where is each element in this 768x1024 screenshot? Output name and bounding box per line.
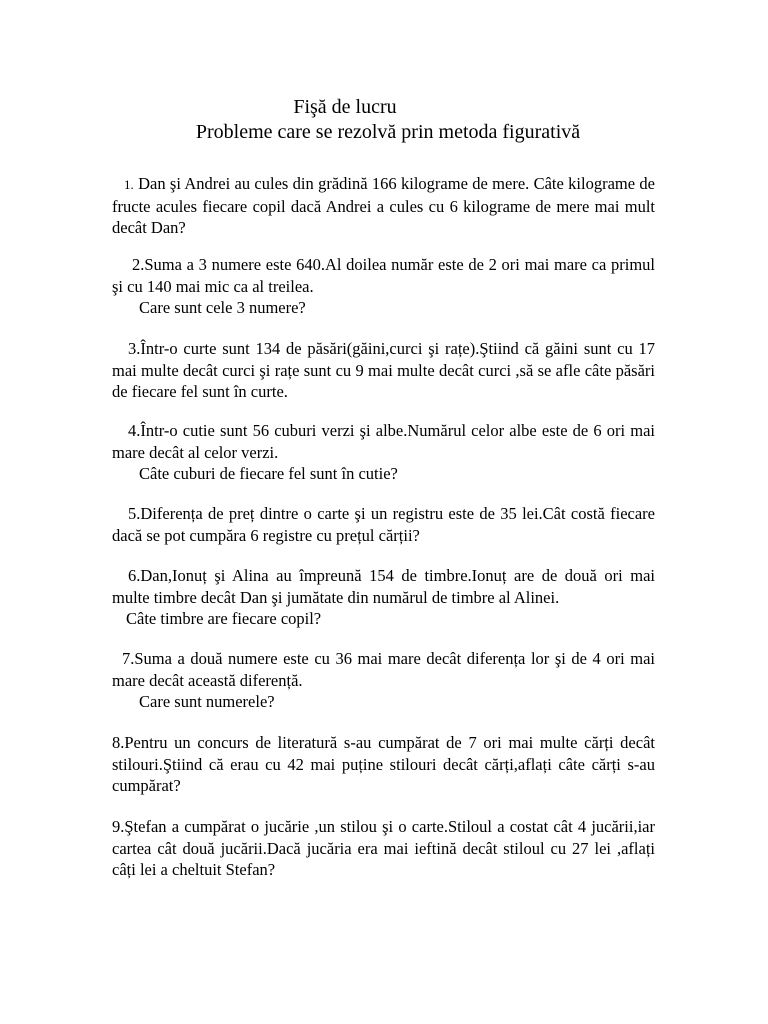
problem-text: Dan şi Andrei au cules din grădină 166 kilograme de mere. Câte kilograme de fructe acules fiecare copil dacă Andrei a cules cu 6 kilograme de mere mai mult decât Dan? <box>112 174 655 237</box>
problem-question: Care sunt cele 3 numere? <box>139 298 306 317</box>
problem-text: 6.Dan,Ionuț şi Alina au împreună 154 de timbre.Ionuț are de două ori mai multe timbre decât Dan şi jumătate din numărul de timbre al Alinei. <box>112 566 655 607</box>
problem-text: 4.Într-o cutie sunt 56 cuburi verzi şi albe.Numărul celor albe este de 6 ori mai mare decât al celor verzi. <box>112 421 655 462</box>
problem-7 <box>112 648 655 713</box>
problem-4 <box>112 420 655 485</box>
problem-text: 8.Pentru un concurs de literatură s-au cumpărat de 7 ori mai multe cărți decât stilouri.Ştiind că erau cu 42 mai puține stilouri decât cărți,aflați câte cărți s-au cumpărat? <box>112 733 655 795</box>
problem-6 <box>112 565 655 630</box>
problem-question: Câte cuburi de fiecare fel sunt în cutie? <box>139 464 398 483</box>
problem-text: 2.Suma a 3 numere este 640.Al doilea număr este de 2 ori mai mare ca primul şi cu 140 mai mic ca al treilea. <box>112 255 655 296</box>
problem-9 <box>112 816 655 881</box>
problem-number: 1. <box>124 177 134 192</box>
problem-text: 3.Într-o curte sunt 134 de păsări(găini,curci şi rațe).Ştiind că găini sunt cu 17 mai multe decât curci şi rațe sunt cu 9 mai multe decât curci ,să se afle câte păsări de fiecare fel sunt în curte. <box>112 339 655 401</box>
problem-2 <box>112 254 655 319</box>
problem-text: 7.Suma a două numere este cu 36 mai mare decât diferența lor şi de 4 ori mai mare decât această diferență. <box>112 649 655 690</box>
problem-text: 9.Ştefan a cumpărat o jucărie ,un stilou şi o carte.Stiloul a costat cât 4 jucării,iar cartea cât două jucării.Dacă jucăria era mai ieftină decât stiloul cu 27 lei ,aflați câți lei a cheltuit Stefan? <box>112 817 655 879</box>
worksheet-subtitle: Probleme care se rezolvă prin metoda figurativă <box>195 121 581 143</box>
problem-question: Care sunt numerele? <box>139 692 275 711</box>
problem-3 <box>112 338 655 403</box>
worksheet-title: Fişă de lucru <box>293 96 397 118</box>
problem-1 <box>112 173 655 239</box>
problem-8 <box>112 732 655 797</box>
problem-question: Câte timbre are fiecare copil? <box>126 609 322 628</box>
problem-5 <box>112 503 655 546</box>
problem-text: 5.Diferența de preț dintre o carte şi un registru este de 35 lei.Cât costă fiecare dacă se pot cumpăra 6 registre cu prețul cărții? <box>112 504 655 545</box>
